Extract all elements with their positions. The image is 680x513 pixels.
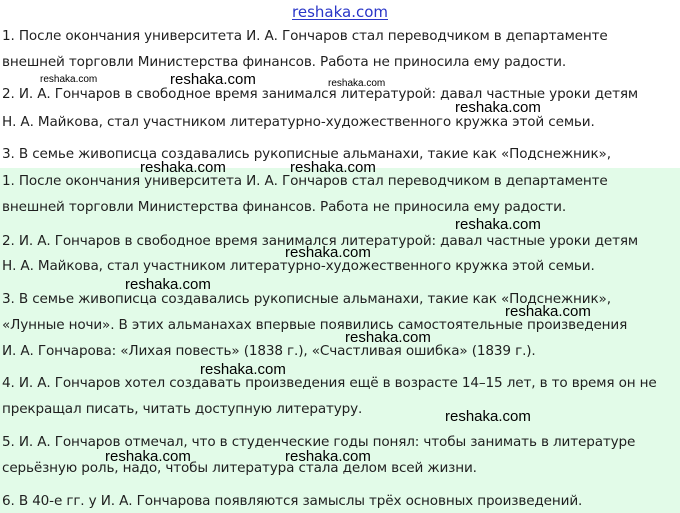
watermark: reshaka.com — [170, 71, 256, 88]
watermark: reshaka.com — [40, 74, 98, 85]
watermark: reshaka.com — [455, 99, 541, 116]
question-text-block — [0, 24, 680, 168]
watermark: reshaka.com — [125, 276, 211, 293]
text-line: внешней торговли Министерства финансов. Работа не приносила ему радости. — [2, 54, 567, 70]
text-line: Н. А. Майкова, стал участником литературно-художественного кружка этой семьи. — [2, 114, 595, 130]
watermark: reshaka.com — [285, 244, 371, 261]
watermark: reshaka.com — [105, 448, 191, 465]
watermark: reshaka.com — [455, 216, 541, 233]
site-title-link[interactable]: reshaka.com — [292, 3, 388, 21]
text-line: 3. В семье живописца создавались рукописные альманахи, такие как «Подснежник», — [2, 146, 611, 162]
text-line: 2. И. А. Гончаров в свободное время занимался литературой: давал частные уроки детям — [2, 86, 639, 102]
watermark: reshaka.com — [200, 361, 286, 378]
text-line: внешней торговли Министерства финансов. Работа не приносила ему радости. — [2, 199, 567, 215]
text-line: серьёзную роль, надо, чтобы литература стала делом всей жизни. — [2, 460, 477, 476]
watermark: reshaka.com — [290, 159, 376, 176]
text-line: «Лунные ночи». В этих альманахах впервые появились самостоятельные произведения — [2, 317, 628, 333]
text-line: И. А. Гончарова: «Лихая повесть» (1838 г.), «Счастливая ошибка» (1839 г.). — [2, 343, 536, 359]
watermark: reshaka.com — [505, 303, 591, 320]
text-line: 1. После окончания университета И. А. Гончаров стал переводчиком в департаменте — [2, 28, 608, 44]
text-line: 4. И. А. Гончаров хотел создавать произведения ещё в возрасте 14–15 лет, в то время он не — [2, 375, 657, 391]
watermark: reshaka.com — [140, 159, 226, 176]
text-line: 3. В семье живописца создавались рукописные альманахи, такие как «Подснежник», — [2, 291, 611, 307]
text-line: 6. В 40-е гг. у И. А. Гончарова появляются замыслы трёх основных произведений. — [2, 493, 583, 509]
watermark: reshaka.com — [445, 408, 531, 425]
text-line: прекращал писать, читать доступную литературу. — [2, 401, 363, 417]
text-line: Н. А. Майкова, стал участником литературно-художественного кружка этой семьи. — [2, 258, 595, 274]
watermark: reshaka.com — [328, 78, 386, 89]
watermark: reshaka.com — [345, 329, 431, 346]
text-line: 5. И. А. Гончаров отмечал, что в студенческие годы понял: чтобы занимать в литературе — [2, 434, 636, 450]
text-line: 2. И. А. Гончаров в свободное время занимался литературой: давал частные уроки детям — [2, 233, 639, 249]
watermark: reshaka.com — [285, 448, 371, 465]
text-line: 1. После окончания университета И. А. Гончаров стал переводчиком в департаменте — [2, 173, 608, 189]
